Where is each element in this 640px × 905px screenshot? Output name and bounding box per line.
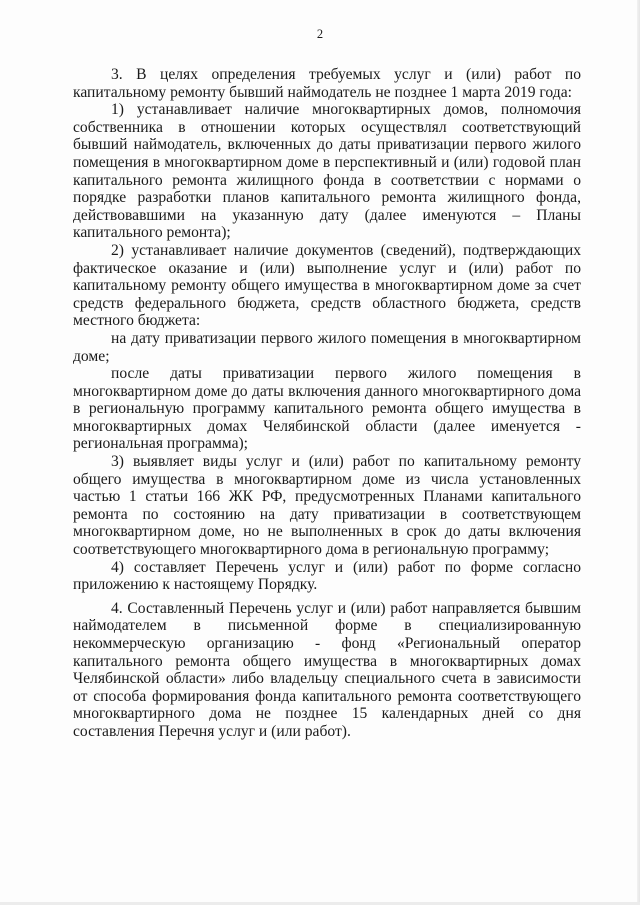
paragraph-3-3: 3) выявляет виды услуг и (или) работ по капитальному ремонту общего имущества в многоквартирном доме из числа установленных частью 1 статьи 166 ЖК РФ, предусмотренных Планами капитального ремонта по состоянию на дату приватизации в соответствующем многоквартирном доме, но не выполненных в срок до даты включения соответствующего многоквартирного дома в региональную программу;: [73, 453, 581, 559]
paragraph-4: 4. Составленный Перечень услуг и (или) работ направляется бывшим наймодателем в письменной форме в специализированную некоммерческую организацию - фонд «Региональный оператор капитального ремонта общего имущества в многоквартирных домах Челябинской области» либо владельцу специального счета в зависимости от способа формирования фонда капитального ремонта соответствующего многоквартирного дома не позднее 15 календарных дней со дня составления Перечня услуг и (или работ).: [73, 599, 581, 740]
paragraph-3-4: 4) составляет Перечень услуг и (или) работ по форме согласно приложению к настоящему Порядку.: [73, 558, 581, 594]
paragraph-3: 3. В целях определения требуемых услуг и (или) работ по капитальному ремонту бывший наймодатель не позднее 1 марта 2019 года:: [73, 66, 581, 101]
page-number: 2: [316, 27, 324, 41]
document-body: [73, 66, 581, 741]
paragraph-3-2: 2) устанавливает наличие документов (сведений), подтверждающих фактическое оказание и (или) выполнение услуг и (или) работ по капитальному ремонту общего имущества в многоквартирном доме за счет средств федерального бюджета, средств областного бюджета, средств местного бюджета:: [73, 241, 581, 330]
paragraph-3-2-b: после даты приватизации первого жилого помещения в многоквартирном доме до даты включения данного многоквартирного дома в региональную программу капитального ремонта общего имущества в многоквартирных домах Челябинской области (далее именуется - региональная программа);: [73, 365, 581, 453]
paragraph-3-1: 1) устанавливает наличие многоквартирных домов, полномочия собственника в отношении которых осуществлял соответствующий бывший наймодатель, включенных до даты приватизации первого жилого помещения в многоквартирном доме в перспективный и (или) годовой план капитального ремонта жилищного фонда в соответствии с нормами о порядке разработки планов капитального ремонта жилищного фонда, действовавшими на указанную дату (далее именуются – Планы капитального ремонта);: [73, 101, 581, 242]
paragraph-3-2-a: на дату приватизации первого жилого помещения в многоквартирном доме;: [73, 329, 581, 365]
